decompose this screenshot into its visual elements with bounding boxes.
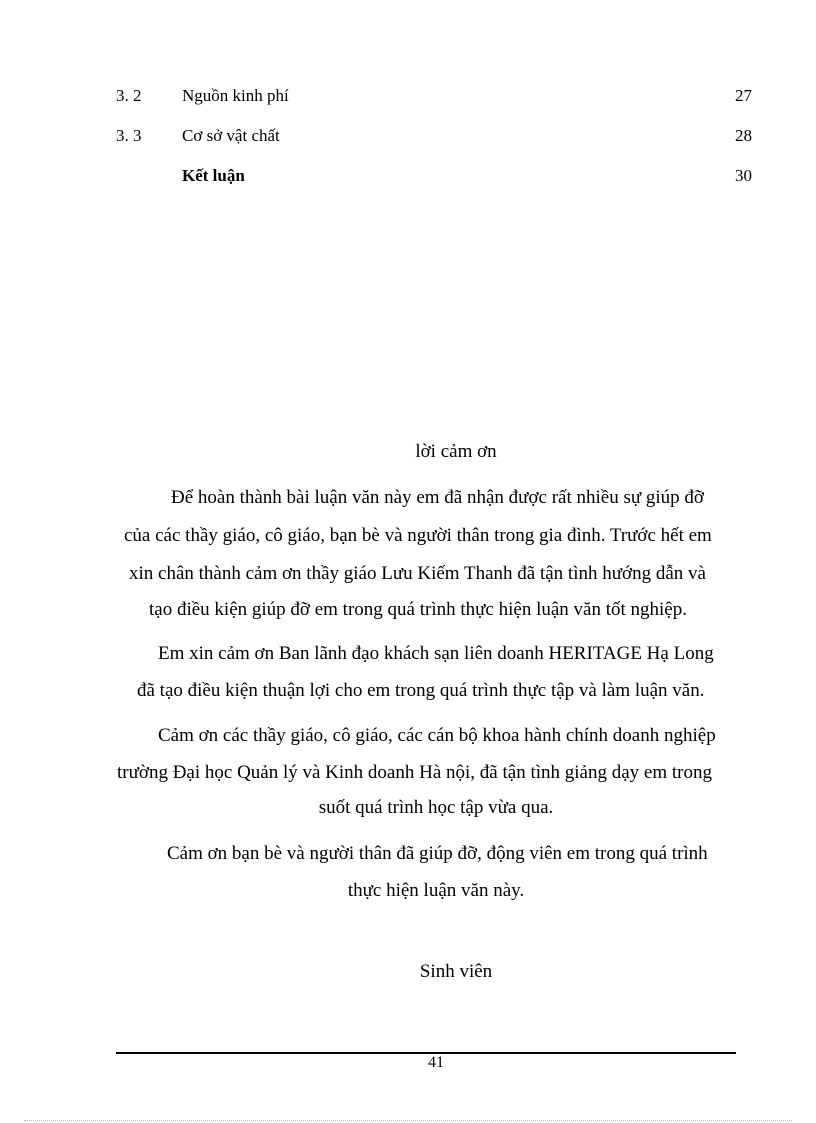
paragraph-line: thực hiện luận văn này. [347, 880, 525, 901]
paragraph-line: suốt quá trình học tập vừa qua. [318, 797, 554, 818]
toc-entry [0, 166, 816, 190]
page-edge-divider [24, 1120, 792, 1121]
toc-page-number: 28 [735, 126, 752, 145]
toc-title: Cơ sở vật chất [182, 126, 280, 145]
page-number: 41 [428, 1054, 444, 1071]
toc-entry [0, 126, 816, 150]
paragraph-line: Để hoàn thành bài luận văn này em đã nhận được rất nhiều sự giúp đỡ [171, 487, 704, 508]
toc-number: 3. 2 [116, 86, 142, 105]
paragraph-line: đã tạo điều kiện thuận lợi cho em trong quá trình thực tập và làm luận văn. [137, 680, 705, 701]
paragraph-line: trường Đại học Quản lý và Kinh doanh Hà nội, đã tận tình giảng dạy em trong [117, 762, 712, 783]
toc-page-number: 30 [735, 166, 752, 185]
toc-entry [0, 86, 816, 110]
paragraph-line: tạo điều kiện giúp đỡ em trong quá trình thực hiện luận văn tốt nghiệp. [149, 599, 687, 620]
toc-number: 3. 3 [116, 126, 142, 145]
paragraph-line: của các thầy giáo, cô giáo, bạn bè và người thân trong gia đình. Trước hết em [124, 525, 712, 546]
acknowledgement-heading: lời cảm ơn [415, 441, 497, 462]
toc-page-number: 27 [735, 86, 752, 105]
paragraph-line: xin chân thành cảm ơn thầy giáo Lưu Kiếm Thanh đã tận tình hướng dẫn và [129, 563, 706, 584]
toc-title: Nguồn kinh phí [182, 86, 289, 105]
paragraph-line: Cảm ơn bạn bè và người thân đã giúp đỡ, động viên em trong quá trình [167, 843, 708, 864]
toc-title: Kết luận [182, 166, 245, 185]
signature-label: Sinh viên [419, 961, 493, 982]
paragraph-line: Em xin cảm ơn Ban lãnh đạo khách sạn liên doanh HERITAGE Hạ Long [158, 643, 714, 664]
paragraph-line: Cảm ơn các thầy giáo, cô giáo, các cán bộ khoa hành chính doanh nghiệp [158, 725, 716, 746]
